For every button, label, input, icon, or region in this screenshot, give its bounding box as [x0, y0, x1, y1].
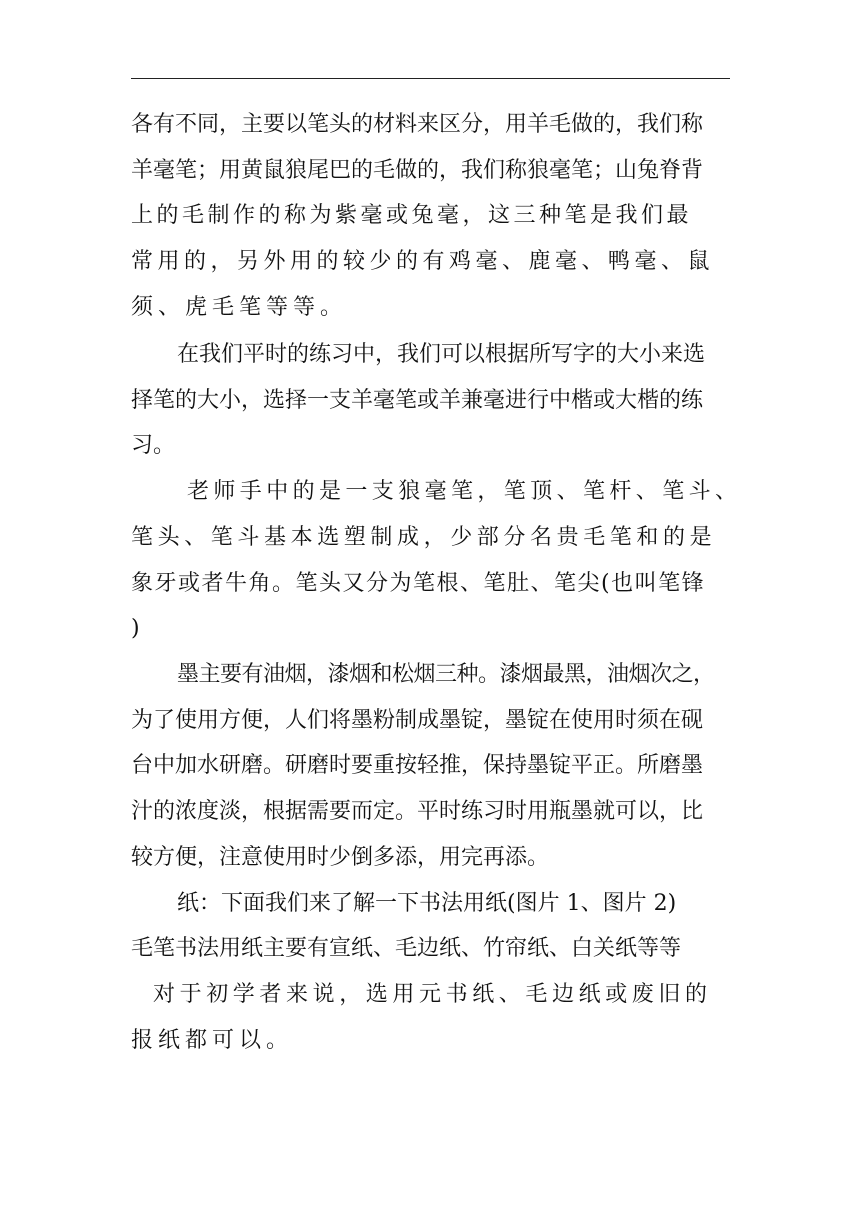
text-line: 习。: [131, 433, 176, 458]
text-line: 择笔的大小，选择一支羊毫笔或羊兼毫进行中楷或大楷的练: [131, 388, 704, 413]
text-line: 对于初学者来说，选用元书纸、毛边纸或废旧的: [153, 982, 712, 1007]
text-line: 羊毫笔；用黄鼠狼尾巴的毛做的，我们称狼毫笔；山兔脊背: [131, 158, 704, 183]
text-line: 台中加水研磨。研磨时要重按轻推，保持墨锭平正。所磨墨: [131, 753, 704, 778]
text-line: 报纸都可以。: [131, 1028, 294, 1053]
text-line: 在我们平时的练习中，我们可以根据所写字的大小来选: [177, 342, 706, 367]
text-line: 常用的，另外用的较少的有鸡毫、鹿毫、鸭毫、鼠: [131, 249, 715, 274]
text-line: ): [131, 616, 140, 641]
text-line: 上的毛制作的称为紫毫或兔毫，这三种笔是我们最: [131, 203, 693, 228]
text-line: 毛笔书法用纸主要有宣纸、毛边纸、竹帘纸、白关纸等等: [131, 936, 682, 961]
text-line: 为了使用方便，人们将墨粉制成墨锭，墨锭在使用时须在砚: [131, 708, 704, 733]
text-line: 须、虎毛笔等等。: [131, 295, 348, 320]
text-line: 各有不同，主要以笔头的材料来区分，用羊毛做的，我们称: [131, 112, 704, 137]
text-line: 墨主要有油烟，漆烟和松烟三种。漆烟最黑，油烟次之，: [177, 662, 715, 687]
header-rule: [131, 78, 730, 79]
text-line: 较方便，注意使用时少倒多添，用完再添。: [131, 845, 550, 870]
text-line: 老师手中的是一支狼毫笔，笔顶、笔杆、笔斗、: [187, 479, 742, 504]
text-line: 笔头、笔斗基本选塑制成，少部分名贵毛笔和的是: [131, 525, 717, 550]
text-line: 汁的浓度淡，根据需要而定。平时练习时用瓶墨就可以，比: [131, 799, 704, 824]
text-line: 纸：下面我们来了解一下书法用纸(图片 1、图片 2): [177, 891, 677, 916]
text-line: 象牙或者牛角。笔头又分为笔根、笔肚、笔尖(也叫笔锋: [131, 571, 706, 596]
